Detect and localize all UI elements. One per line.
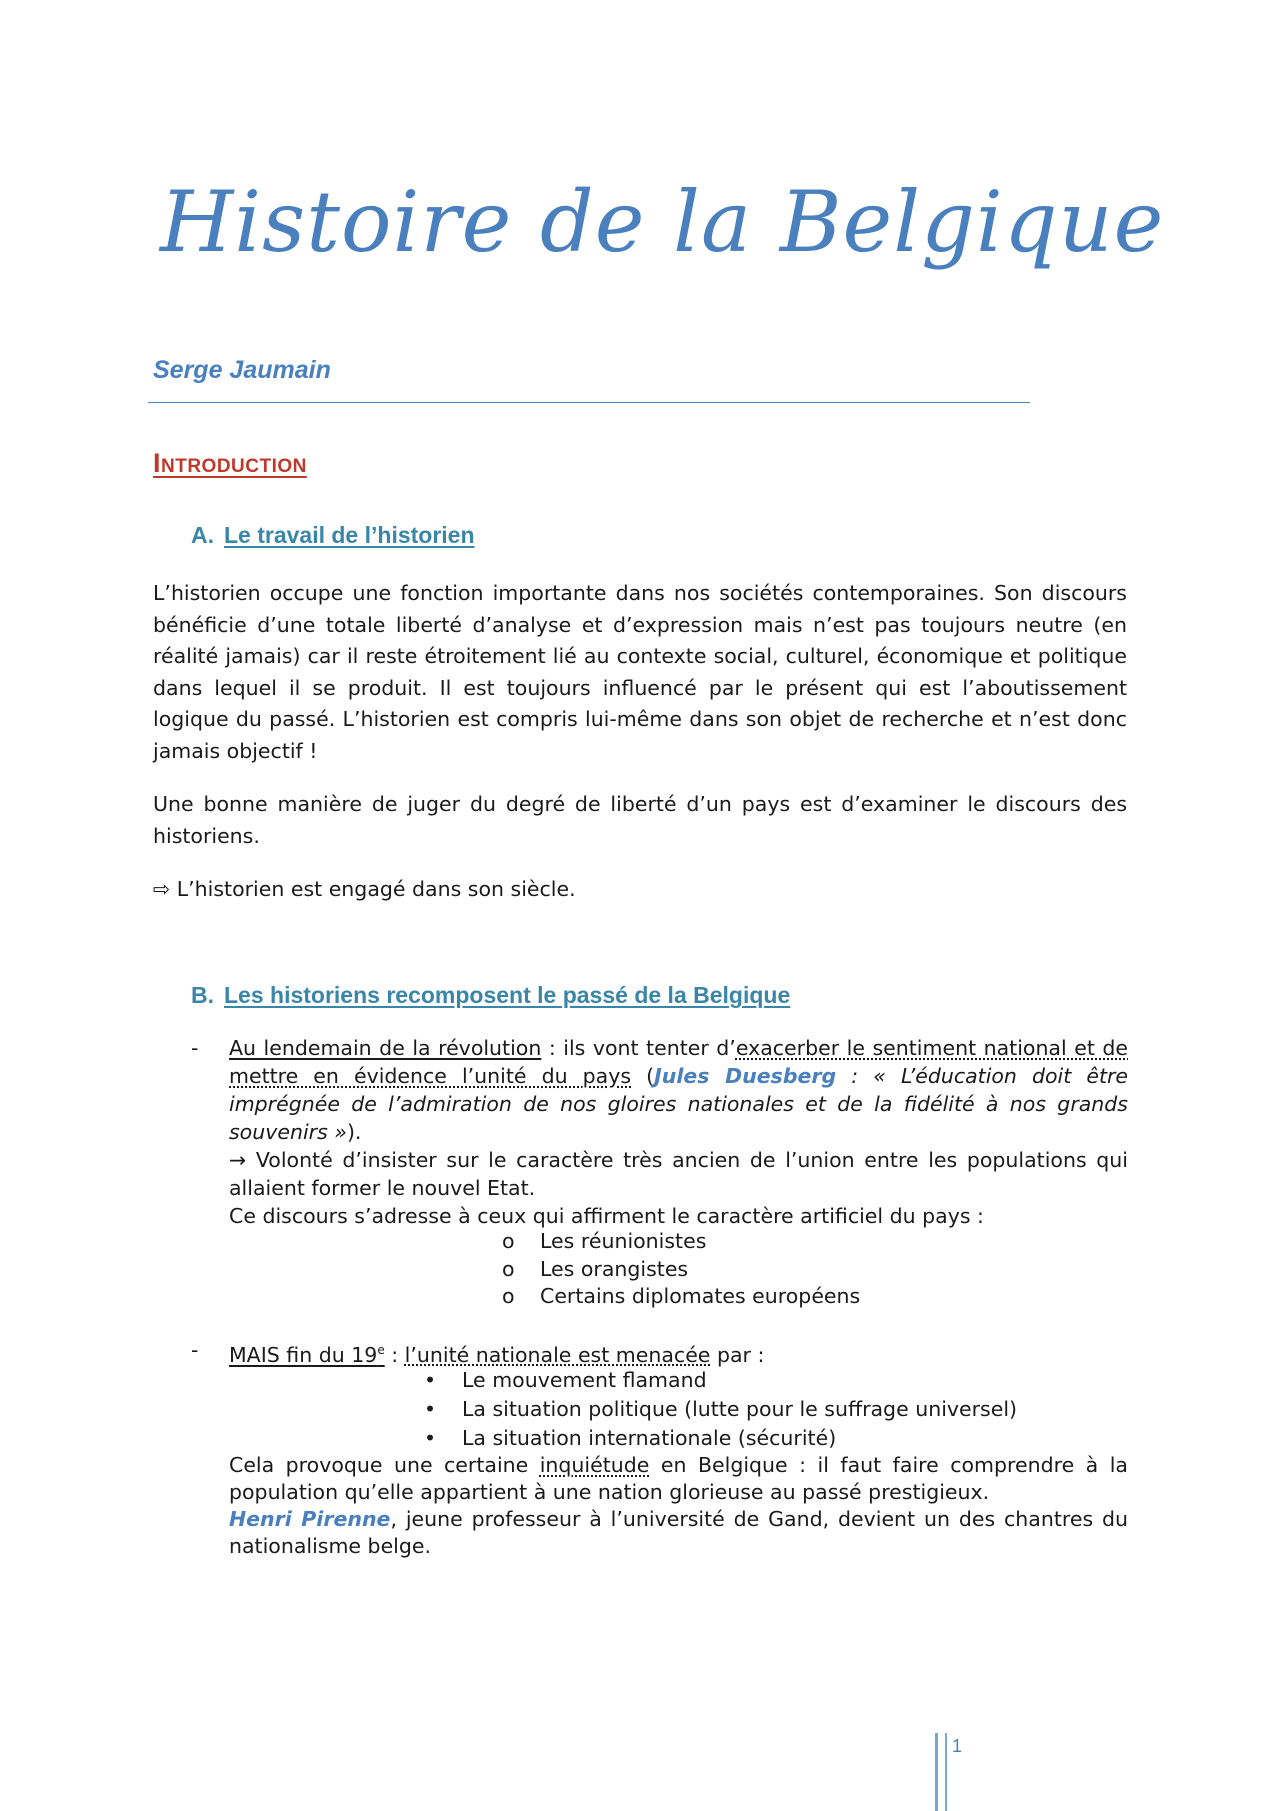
subsection-b-heading bbox=[191, 982, 790, 1009]
body-text: en Belgique : il faut faire comprendre à la population qu’elle appartient à une nation glorieuse au passé prestigieux. bbox=[229, 1453, 1128, 1504]
bullet-point: Volonté d’insister sur le caractère très ancien de l’union entre les populations qui allaient former le nouvel Etat. bbox=[229, 1148, 1128, 1200]
bullet-sep: : bbox=[384, 1342, 405, 1367]
bullet-revolution-text bbox=[229, 1034, 1128, 1230]
dash-marker: - bbox=[191, 1036, 199, 1060]
bullet-sep: : ils vont tenter d’ bbox=[541, 1036, 736, 1060]
right-arrow-icon: ⇨ bbox=[153, 877, 171, 901]
list-item-text: Certains diplomates européens bbox=[540, 1284, 861, 1308]
open-paren: ( bbox=[631, 1064, 655, 1088]
list-item-text: Les réunionistes bbox=[540, 1229, 707, 1253]
historian-name: Henri Pirenne bbox=[229, 1507, 391, 1531]
subsection-b-title: Les historiens recomposent le passé de la Belgique bbox=[224, 982, 791, 1008]
bullet-dot-icon: • bbox=[424, 1397, 437, 1421]
lead-text: MAIS fin du 19 bbox=[229, 1342, 378, 1367]
bullet-lead bbox=[229, 1343, 385, 1367]
bullet-body-text bbox=[229, 1452, 1128, 1560]
subsection-b-letter: B. bbox=[191, 982, 214, 1008]
section-heading: Introduction bbox=[153, 448, 307, 478]
page-number: 1 bbox=[952, 1736, 963, 1756]
arrow-icon: → bbox=[229, 1148, 247, 1172]
circle-bullet-icon: o bbox=[502, 1284, 515, 1308]
quote-text: : « L’éducation doit être imprégnée de l’admiration de nos gloires nationales et de la fidélité à nos grands souvenirs » bbox=[229, 1064, 1129, 1144]
subsection-a-title: Le travail de l’historien bbox=[224, 522, 475, 548]
list-intro: Ce discours s’adresse à ceux qui affirment le caractère artificiel du pays : bbox=[229, 1204, 984, 1228]
author-name: Serge Jaumain bbox=[153, 356, 331, 384]
list-item-text: La situation politique (lutte pour le suffrage universel) bbox=[462, 1397, 1018, 1421]
subsection-a-heading bbox=[191, 522, 475, 549]
paragraph-freedom: Une bonne manière de juger du degré de liberté d’un pays est d’examiner le discours des historiens. bbox=[153, 792, 1127, 848]
highlight-word: inquiétude bbox=[539, 1453, 650, 1477]
conclusion-text: L’historien est engagé dans son siècle. bbox=[176, 877, 576, 901]
subsection-a-letter: A. bbox=[191, 522, 214, 548]
list-item-text: Les orangistes bbox=[540, 1256, 689, 1281]
close-paren: ). bbox=[346, 1120, 362, 1144]
author-divider bbox=[148, 402, 1030, 403]
circle-bullet-icon: o bbox=[502, 1256, 515, 1281]
bullet-suffix: par : bbox=[710, 1342, 765, 1367]
bullet-end-19th-lead bbox=[229, 1336, 1128, 1369]
bullet-dot-icon: • bbox=[424, 1426, 437, 1450]
bullet-dot-icon: • bbox=[424, 1368, 437, 1392]
quote-author: Jules Duesberg bbox=[654, 1064, 837, 1088]
list-item-text: La situation internationale (sécurité) bbox=[462, 1426, 837, 1450]
list-item-text: Le mouvement flamand bbox=[462, 1368, 707, 1392]
body-text: , jeune professeur à l’université de Gand, devient un des chantres du nationalisme belge. bbox=[229, 1507, 1129, 1558]
superscript: e bbox=[377, 1343, 385, 1357]
page-number-bar bbox=[935, 1733, 947, 1811]
document-title: Histoire de la Belgique bbox=[160, 173, 1165, 271]
bullet-goal: exacerber le sentiment national et de mettre en évidence l’unité du pays bbox=[229, 1036, 1128, 1088]
bullet-lead: Au lendemain de la révolution bbox=[229, 1036, 542, 1060]
paragraph-historian-role: L’historien occupe une fonction importante dans nos sociétés contemporaines. Son discours bénéficie d’une totale liberté d’analyse et d’expression mais n’est pas toujours neutre (en réalité jamais) car il reste étroitement lié au contexte social, culturel, économique et politique dans lequel il se produit. Il est toujours influencé par le présent qui est l’aboutissement logique du passé. L’historien est compris lui-même dans son objet de recherche et n’est donc jamais objectif ! bbox=[153, 581, 1127, 763]
bullet-threat: l’unité nationale est menacée bbox=[404, 1342, 711, 1367]
circle-bullet-icon: o bbox=[502, 1229, 515, 1253]
body-text: Cela provoque une certaine bbox=[229, 1453, 540, 1477]
conclusion-line bbox=[153, 874, 1127, 906]
dash-marker: - bbox=[191, 1338, 199, 1362]
